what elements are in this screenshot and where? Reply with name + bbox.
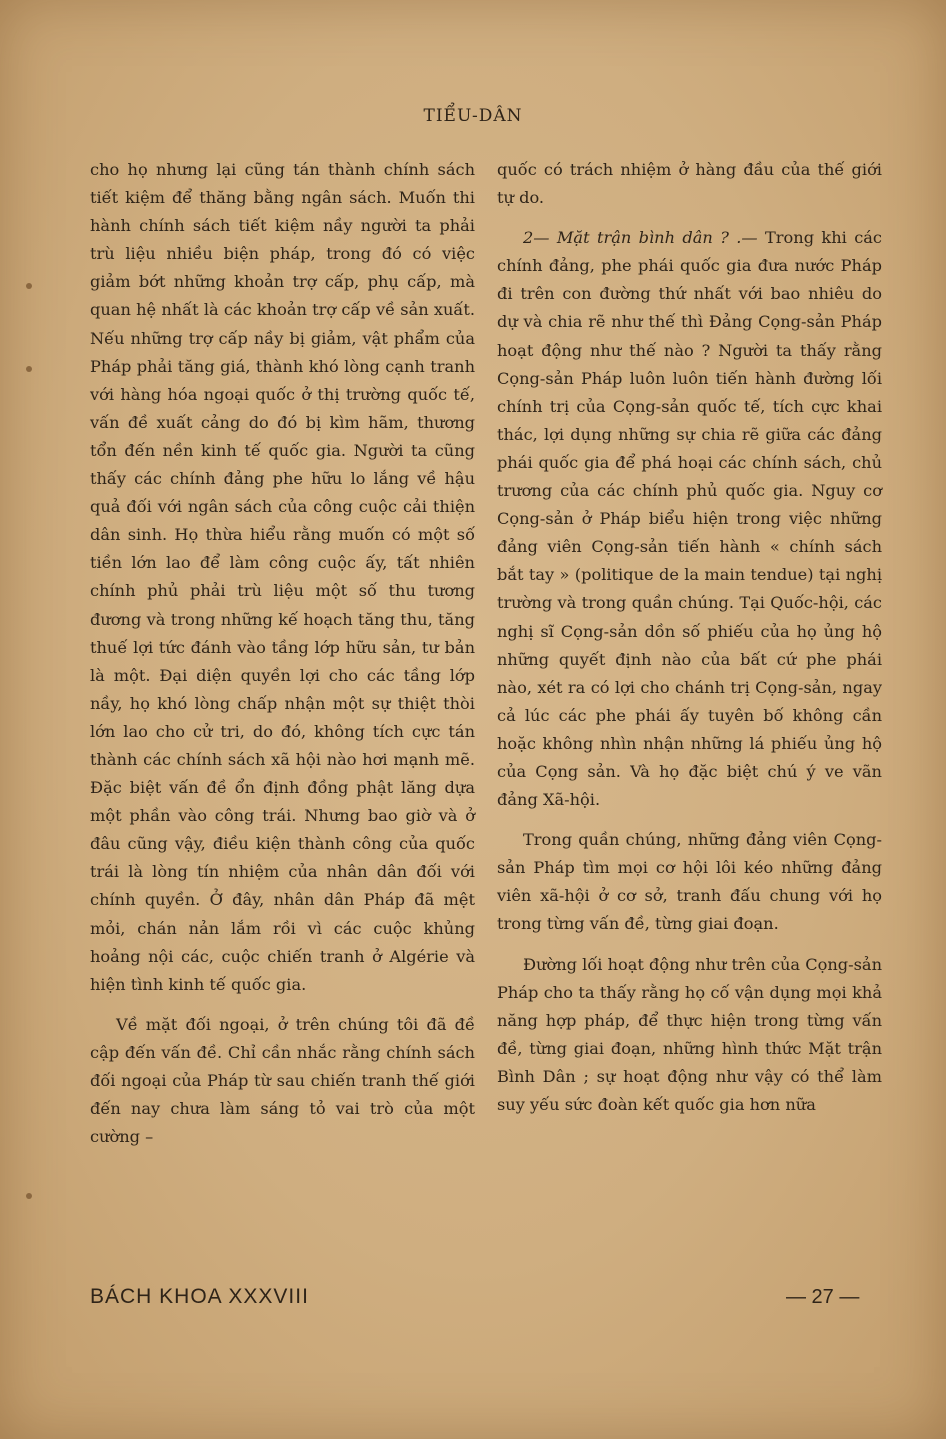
page-number: — 27 —	[786, 1286, 860, 1308]
paragraph: Đường lối hoạt động như trên của Cọng-sản Pháp cho ta thấy rằng họ cố vận dụng mọi khả năng hợp pháp, để thực hiện trong từng vấn đề, từng giai đoạn, những hình thức Mặt trận Bình Dân ; sự hoạt động như vậy có thể làm suy yếu sức đoàn kết quốc gia hơn nữa	[497, 954, 882, 1114]
binding-hole	[26, 366, 32, 372]
left-column	[90, 156, 475, 1151]
paragraph-body: Trong khi các chính đảng, phe phái quốc gia đưa nước Pháp đi trên con đường thứ nhất với bao nhiêu do dự và chia rẽ như thế thì Đảng Cọng-sản Pháp hoạt động như thế nào ? Người ta thấy rằng Cọng-sản Pháp luôn luôn tiến hành đường lối chính trị của Cọng-sản quốc tế, tích cực khai thác, lợi dụng những sự chia rẽ giữa các đảng phái quốc gia để phá hoại các chính sách, chủ trương của các chính phủ quốc gia. Nguy cơ Cọng-sản ở Pháp biểu hiện trong việc những đảng viên Cọng-sản tiến hành « chính sách bắt tay » (politique de la main tendue) tại nghị trường và trong quần chúng. Tại Quốc-hội, các nghị sĩ Cọng-sản dồn số phiếu của họ ủng hộ những quyết định nào của bất cứ phe phái nào, xét ra có lợi cho chánh trị Cọng-sản, ngay cả lúc các phe phái ấy tuyên bố không cần hoặc không nhìn nhận những lá phiếu ủng hộ của Cọng sản. Và họ đặc biệt chú ý ve vãn đảng Xã-hội.	[497, 228, 882, 810]
paragraph: Về mặt đối ngoại, ở trên chúng tôi đã đề cập đến vấn đề. Chỉ cần nhắc rằng chính sách đối ngoại của Pháp từ sau chiến tranh thế giới đến nay chưa làm sáng tỏ vai trò của một cường –	[90, 1014, 475, 1147]
binding-hole	[26, 1193, 32, 1199]
magazine-footer: BÁCH KHOA XXXVIII	[90, 1285, 309, 1308]
running-head: TIỂU-DÂN	[423, 106, 523, 126]
right-column	[497, 156, 882, 1119]
paragraph: quốc có trách nhiệm ở hàng đầu của thế giới tự do.	[497, 160, 882, 208]
paragraph: Trong quần chúng, những đảng viên Cọng-sản Pháp tìm mọi cơ hội lôi kéo những đảng viên xã-hội ở cơ sở, tranh đấu chung với họ trong từng vấn đề, từng giai đoạn.	[497, 830, 882, 934]
paragraph: cho họ nhưng lại cũng tán thành chính sách tiết kiệm để thăng bằng ngân sách. Muốn thi hành chính sách tiết kiệm nầy người ta phải trù liệu nhiều biện pháp, trong đó có việc giảm bớt những khoản trợ cấp, phụ cấp, mà quan hệ nhất là các khoản trợ cấp về sản xuất. Nếu những trợ cấp nầy bị giảm, vật phẩm của Pháp phải tăng giá, thành khó lòng cạnh tranh với hàng hóa ngoại quốc ở thị trường quốc tế, vấn đề xuất cảng do đó bị kìm hãm, thương tổn đến nền kinh tế quốc gia. Người ta cũng thấy các chính đảng phe hữu lo lắng về hậu quả đối với ngân sách của công cuộc cải thiện dân sinh. Họ thừa hiểu rằng muốn có một số tiền lớn lao để làm công cuộc ấy, tất nhiên chính phủ phải trù liệu một số thu tương đương và trong những kế hoạch tăng thu, tăng thuế lợi tức đánh vào tầng lớp hữu sản, tư bản là một. Đại diện quyền lợi cho các tầng lớp nầy, họ khó lòng chấp nhận một sự thiệt thòi lớn lao cho cử tri, do đó, không tích cực tán thành các chính sách xã hội nào hơi mạnh mẽ. Đặc biệt vấn đề ổn định đồng phật lăng dựa một phần vào công trái. Nhưng bao giờ và ở đâu cũng vậy, điều kiện thành công của quốc trái là lòng tín nhiệm của nhân dân đối với chính quyền. Ở đây, nhân dân Pháp đã mệt mỏi, chán nản lắm rồi vì các cuộc khủng hoảng nội các, cuộc chiến tranh ở Algérie và hiện tình kinh tế quốc gia.	[90, 160, 475, 994]
section-heading: 2— Mặt trận bình dân ? .—	[523, 228, 758, 248]
paragraph	[497, 224, 882, 814]
binding-hole	[26, 283, 32, 289]
